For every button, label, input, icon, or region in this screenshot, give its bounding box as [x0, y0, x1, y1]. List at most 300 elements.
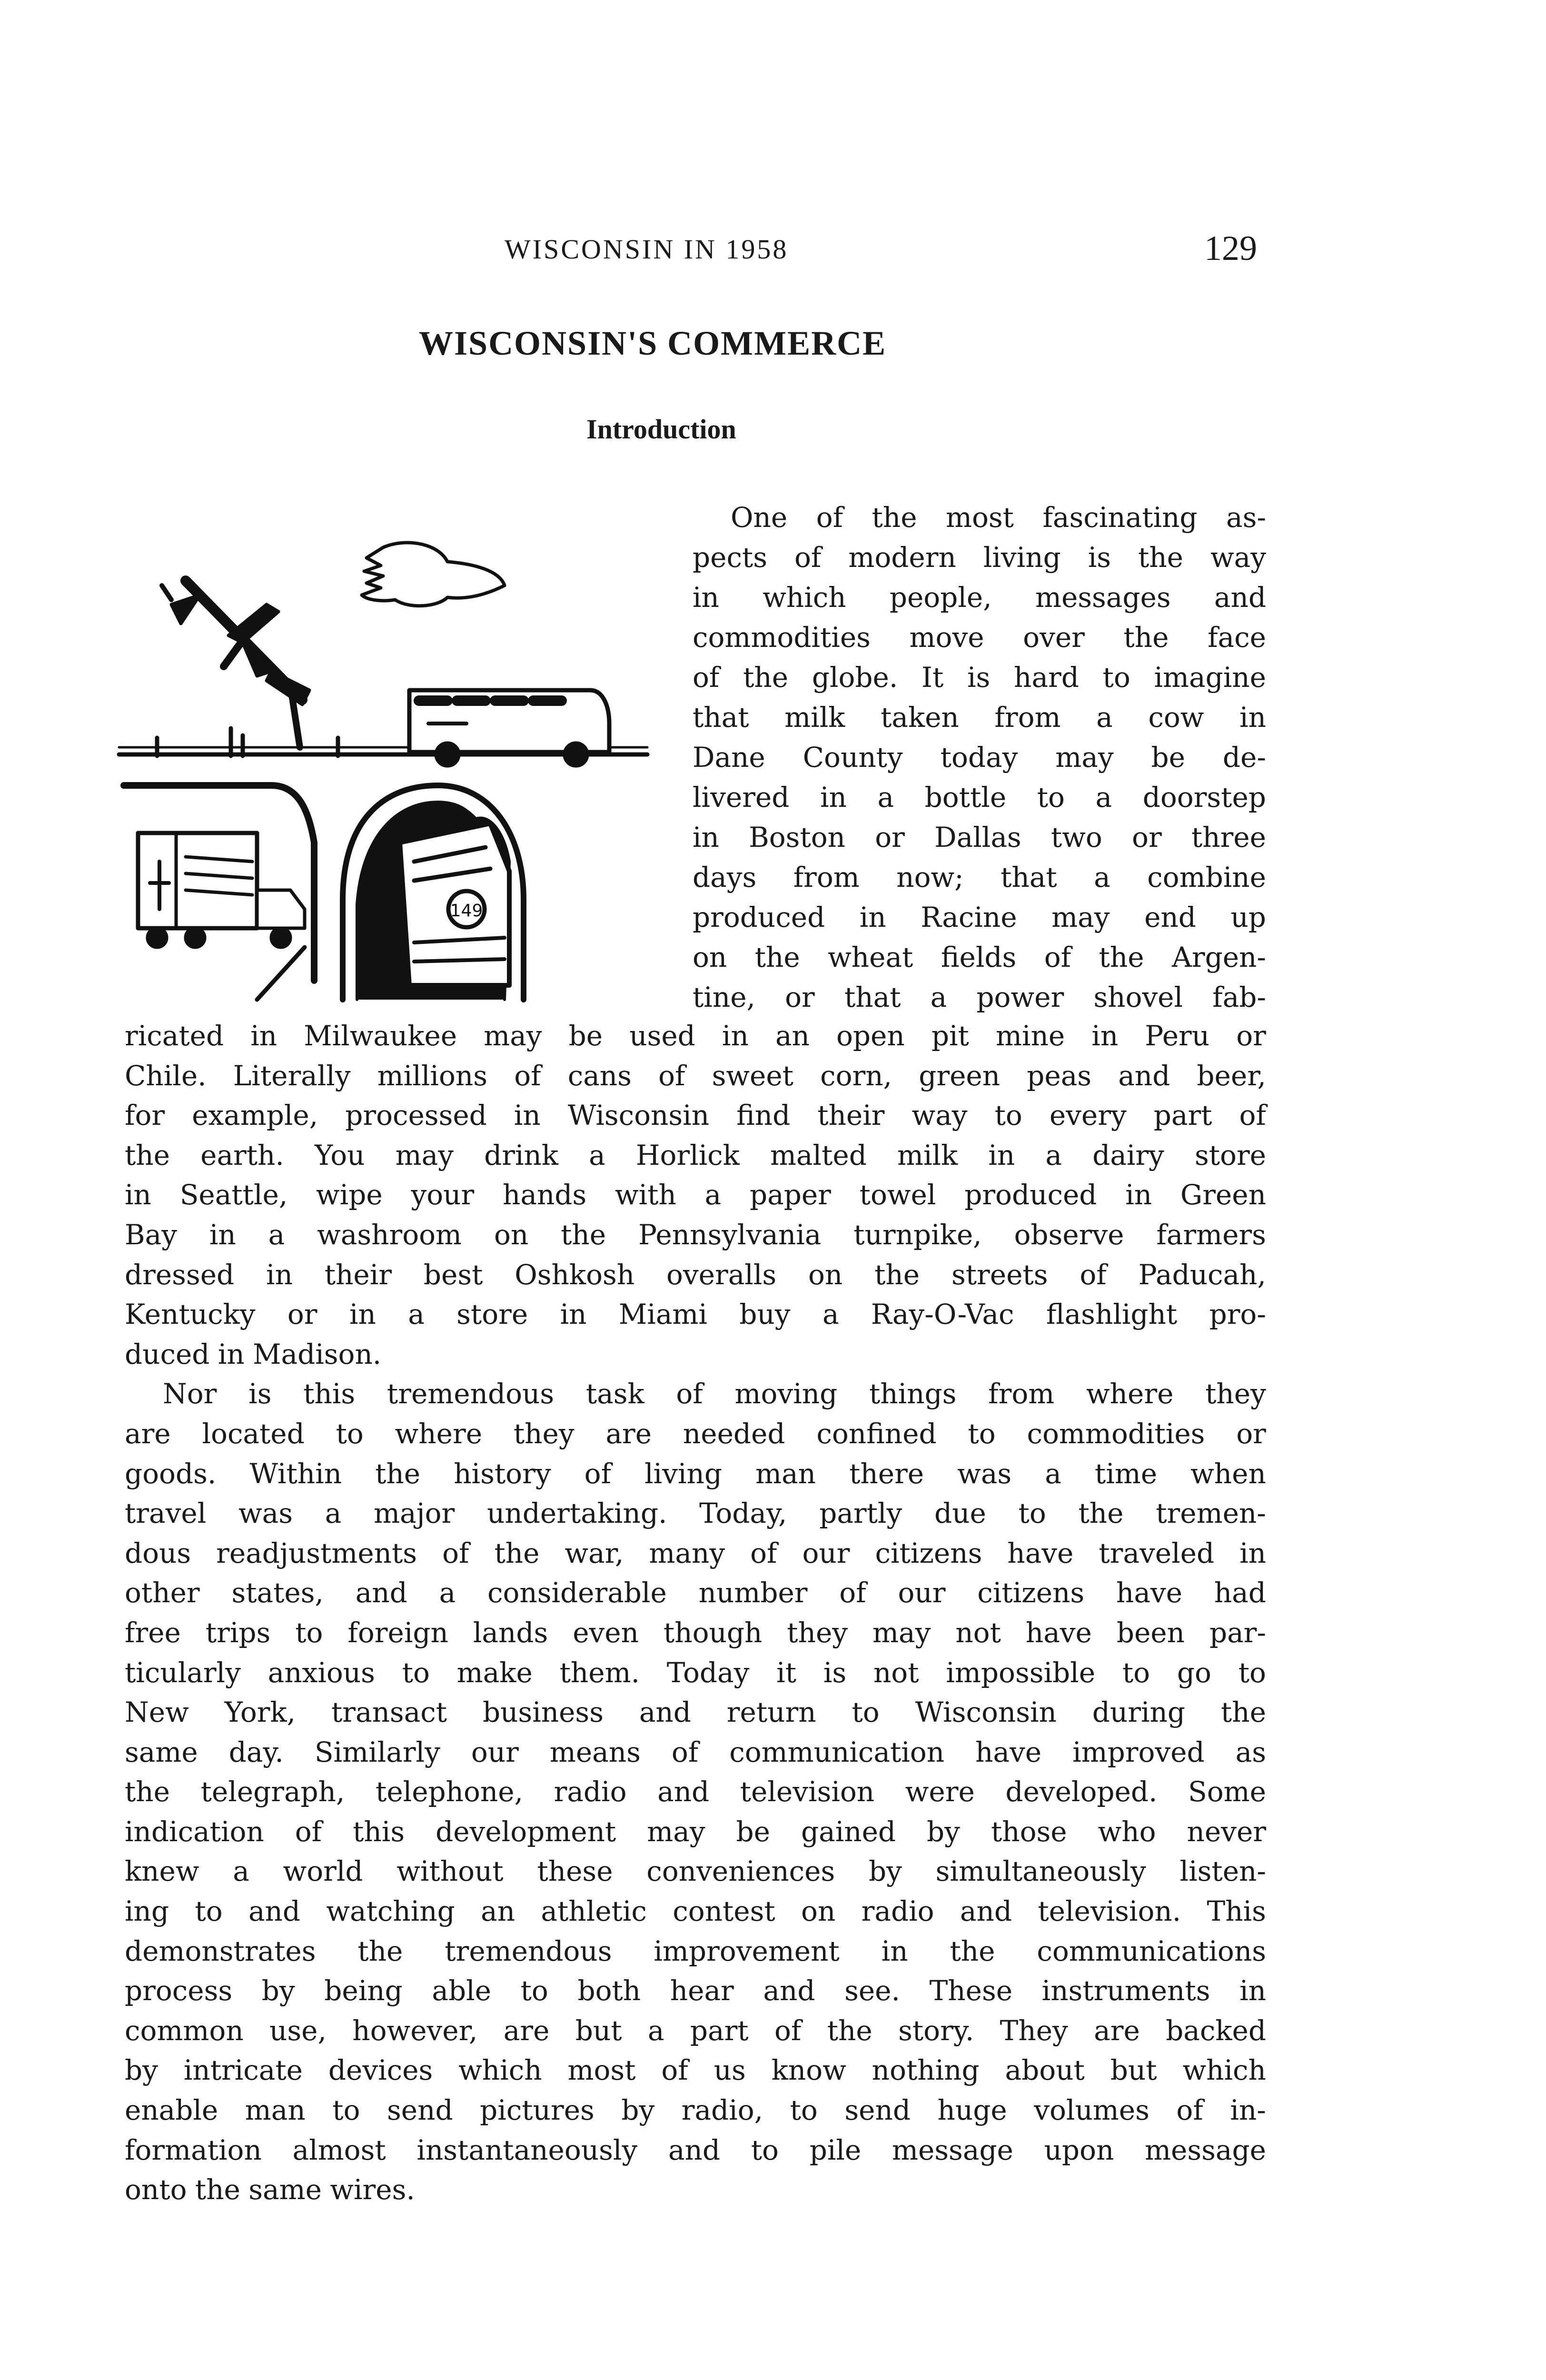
word: to [295, 1616, 323, 1649]
word: Wisconsin [915, 1696, 1057, 1729]
word: the [1078, 1497, 1124, 1530]
word: improved [1072, 1735, 1205, 1768]
word: a [1094, 861, 1110, 893]
word: It [922, 661, 944, 694]
word: in- [1230, 2094, 1266, 2127]
word: many [649, 1537, 725, 1569]
word: these [537, 1855, 613, 1888]
text-line [693, 817, 1266, 857]
word: overalls [666, 1258, 777, 1291]
word: may [872, 1616, 931, 1649]
word: York, [224, 1696, 296, 1729]
word: milk [897, 1139, 958, 1171]
word: way [912, 1099, 968, 1132]
word: a [930, 981, 947, 1013]
word: and [355, 1577, 407, 1609]
wrapped-paragraph-lines [693, 497, 1266, 1017]
word: from [988, 1378, 1055, 1410]
word: where [1086, 1378, 1174, 1410]
word: see. [844, 1974, 900, 2007]
word: to [1238, 1656, 1266, 1689]
word: by [869, 1855, 902, 1888]
word: the [872, 501, 917, 534]
word: part [1153, 1099, 1212, 1132]
word: same [248, 2173, 322, 2206]
word: to [332, 2094, 360, 2127]
text-line [125, 1573, 1266, 1613]
word: messages [1035, 581, 1171, 614]
word: in [881, 1934, 908, 1967]
word: volumes [1034, 2094, 1150, 2127]
word: during [1092, 1696, 1186, 1729]
word: they [787, 1616, 848, 1649]
word: or [785, 981, 815, 1013]
word: or [1132, 821, 1162, 853]
word: a [704, 1179, 722, 1211]
word: trips [205, 1616, 271, 1649]
word: in [209, 1218, 236, 1251]
word: paper [750, 1179, 831, 1211]
word: buy [739, 1298, 791, 1331]
word: television [740, 1775, 875, 1808]
word: flashlight [1046, 1298, 1178, 1331]
word: had [1214, 1577, 1266, 1609]
text-line [125, 1494, 1266, 1534]
word: day. [228, 1735, 284, 1768]
word: not [955, 1616, 1001, 1649]
word: have [1025, 1616, 1092, 1649]
word: moving [734, 1378, 838, 1410]
word: of [295, 1815, 322, 1848]
word: the [125, 1139, 170, 1171]
word: of [676, 1378, 703, 1410]
word: upon [1044, 2133, 1114, 2166]
word: peas [1027, 1059, 1092, 1092]
word: lands [473, 1616, 548, 1649]
word: observe [1014, 1218, 1124, 1251]
word: may [395, 1139, 454, 1171]
word: know [771, 2054, 846, 2087]
word: as- [1226, 501, 1266, 534]
word: which [763, 581, 846, 614]
text-line [125, 1892, 1266, 1932]
word: par- [1209, 1616, 1266, 1649]
word: anxious [268, 1656, 375, 1689]
text-line [693, 537, 1266, 577]
word: You [314, 1139, 365, 1171]
word: of [658, 1059, 685, 1092]
word: de- [1222, 741, 1266, 774]
word: a [439, 1577, 456, 1609]
word: by [125, 2054, 158, 2087]
word: to [790, 2094, 818, 2127]
word: fab- [1212, 981, 1266, 1013]
word: Paducah, [1138, 1258, 1266, 1291]
word: store [456, 1298, 528, 1331]
word: malted [770, 1139, 867, 1171]
word: Peru [1145, 1020, 1210, 1052]
word: instantaneously [416, 2133, 638, 2166]
word: to [402, 1656, 430, 1689]
word: is [823, 1656, 847, 1689]
word: there [849, 1457, 924, 1490]
word: have [1116, 1577, 1183, 1609]
word: from [994, 701, 1061, 734]
word: pects [693, 541, 768, 574]
word: foreign [347, 1616, 448, 1649]
word: due [934, 1497, 986, 1530]
word: beer, [1197, 1059, 1266, 1092]
word: in [125, 1179, 151, 1211]
word: of [693, 661, 720, 694]
word: pro- [1209, 1298, 1266, 1331]
text-line [125, 1812, 1266, 1852]
word: imagine [1154, 661, 1266, 694]
word: face [1208, 621, 1266, 654]
page-number: 129 [1204, 229, 1257, 268]
airplane-icon [162, 581, 309, 747]
text-line [693, 857, 1266, 897]
word: task [585, 1378, 644, 1410]
word: telephone, [376, 1775, 524, 1808]
train-icon [343, 785, 524, 1000]
word: with [614, 1179, 676, 1211]
word: free [125, 1616, 181, 1649]
word: earth. [200, 1139, 284, 1171]
word: or [287, 1298, 317, 1331]
word: part [690, 2014, 749, 2047]
word: the [1220, 1696, 1266, 1729]
word: from [793, 861, 860, 893]
word: a [822, 1298, 839, 1331]
word: example, [192, 1099, 318, 1132]
word: and [1118, 1059, 1170, 1092]
word: the [375, 1457, 421, 1490]
word: contest [673, 1895, 775, 1928]
word: ing [125, 1895, 169, 1928]
word: Oshkosh [515, 1258, 635, 1291]
word: been [1116, 1616, 1185, 1649]
word: to [1018, 1497, 1046, 1530]
word: commodities [1027, 1417, 1205, 1450]
word: developed. [1005, 1775, 1158, 1808]
word: and [668, 2133, 721, 2166]
word: who [1098, 1815, 1156, 1848]
word: undertaking. [487, 1497, 667, 1530]
word: processed [345, 1099, 487, 1132]
word: they [1205, 1378, 1266, 1410]
word: to [520, 1974, 548, 2007]
word: is [248, 1378, 272, 1410]
word: fields [941, 941, 1017, 973]
word: a [408, 1298, 425, 1331]
word: be [1151, 741, 1185, 774]
word: pile [809, 2133, 862, 2166]
word: of [661, 2054, 688, 2087]
word: tremendous [445, 1934, 612, 1967]
word: time [1094, 1457, 1158, 1490]
word: though [663, 1616, 763, 1649]
word: power [976, 981, 1064, 1013]
word: Dane [693, 741, 765, 774]
text-line [125, 1653, 1266, 1693]
text-line [125, 1016, 1266, 1056]
text-line [125, 1096, 1266, 1136]
word: send [844, 2094, 911, 2127]
word: of [442, 1537, 469, 1569]
word: and [657, 1775, 710, 1808]
word: Today [666, 1656, 750, 1689]
word: television. [1038, 1895, 1181, 1928]
word: as [1235, 1735, 1266, 1768]
word: to [1102, 661, 1130, 694]
word: our [802, 1537, 850, 1569]
word: citizens [875, 1537, 982, 1569]
word: most [567, 2054, 636, 2087]
word: a [1095, 781, 1112, 813]
word: traveled [1099, 1537, 1215, 1569]
word: and [639, 1696, 691, 1729]
word: watching [326, 1895, 455, 1928]
word: an [481, 1895, 515, 1928]
text-line [693, 737, 1266, 777]
word: Horlick [635, 1139, 740, 1171]
word: impossible [946, 1656, 1096, 1689]
word: now; [896, 861, 964, 893]
word: history [454, 1457, 551, 1490]
word: process [125, 1974, 233, 2007]
word: simultaneously [935, 1855, 1146, 1888]
word: cow [1148, 701, 1204, 734]
word: produced [693, 901, 825, 933]
word: in [1239, 701, 1266, 734]
word: it [776, 1656, 797, 1689]
word: modern [848, 541, 956, 574]
word: globe. [812, 661, 898, 694]
word: days [693, 861, 757, 893]
word: every [1049, 1099, 1127, 1132]
word: Milwaukee [304, 1020, 457, 1052]
text-line [693, 657, 1266, 697]
word: to [1122, 1656, 1150, 1689]
word: living [983, 541, 1061, 574]
word: green [919, 1059, 1001, 1092]
word: nothing [872, 2054, 980, 2087]
word: tremendous [386, 1378, 555, 1410]
word: cans [567, 1059, 632, 1092]
word: may [1055, 741, 1114, 774]
word: farmers [1156, 1218, 1266, 1251]
word: dous [125, 1537, 191, 1569]
word: which [1182, 2054, 1266, 2087]
word: Today, [699, 1497, 787, 1530]
text-line [125, 1295, 1266, 1335]
word: a [1096, 701, 1113, 734]
word: on [494, 1218, 529, 1251]
word: be [568, 1020, 603, 1052]
word: needed [683, 1417, 785, 1450]
text-line [693, 497, 1266, 537]
word: Green [1180, 1179, 1266, 1211]
text-line [125, 1693, 1266, 1733]
word: Miami [618, 1298, 707, 1331]
body-paragraphs [125, 1016, 1266, 2210]
word: drink [484, 1139, 559, 1171]
word: streets [951, 1258, 1048, 1291]
word: find [736, 1099, 791, 1132]
word: are [605, 1417, 652, 1450]
word: in [820, 781, 847, 813]
word: partly [819, 1497, 902, 1530]
word: considerable [487, 1577, 667, 1609]
word: in [1125, 1179, 1152, 1211]
text-line [125, 1414, 1266, 1454]
word: They [1000, 2014, 1068, 2047]
word: the [1099, 941, 1144, 973]
word: enable [125, 2094, 218, 2127]
word: being [324, 1974, 403, 2007]
word: other [125, 1577, 200, 1609]
word: to [852, 1696, 880, 1729]
word: washroom [317, 1218, 462, 1251]
word: Some [1188, 1775, 1266, 1808]
word: us [714, 2054, 746, 2087]
word: means [549, 1735, 641, 1768]
word: New [125, 1696, 189, 1729]
word: or [1236, 1020, 1266, 1052]
word: have [1007, 1537, 1074, 1569]
word: to [751, 2133, 779, 2166]
word: in [722, 1020, 749, 1052]
word: however, [352, 2014, 478, 2047]
word: Chile. [125, 1059, 207, 1092]
truck-icon [124, 785, 314, 1000]
word: duced [125, 1338, 210, 1370]
word: corn, [820, 1059, 892, 1092]
word: dairy [1092, 1139, 1164, 1171]
word: in [266, 1258, 293, 1291]
section-title: Introduction [586, 414, 736, 445]
word: war, [565, 1537, 624, 1569]
word: Within [249, 1457, 342, 1490]
word: business [482, 1696, 604, 1729]
word: which [458, 2054, 542, 2087]
word: Literally [233, 1059, 351, 1092]
word: taken [881, 701, 959, 734]
word: in [218, 1338, 245, 1370]
word: may [1051, 901, 1110, 933]
word: backed [1166, 2014, 1266, 2047]
word: in [693, 581, 719, 614]
text-line [125, 1255, 1266, 1295]
word: were [905, 1775, 975, 1808]
word: world [283, 1855, 363, 1888]
word: same [125, 1735, 198, 1768]
word: Kentucky [125, 1298, 256, 1331]
word: of [1044, 941, 1071, 973]
word: over [1023, 621, 1085, 654]
word: of [774, 2014, 802, 2047]
word: send [387, 2094, 453, 2127]
word: was [238, 1497, 293, 1530]
word: in [349, 1298, 376, 1331]
word: that [1001, 861, 1057, 893]
word: Similarly [314, 1735, 440, 1768]
word: goods. [125, 1457, 217, 1490]
word: onto [125, 2173, 187, 2206]
word: to [1037, 781, 1065, 813]
word: Pennsylvania [638, 1218, 822, 1251]
word: used [629, 1020, 695, 1052]
word: is [1088, 541, 1111, 574]
word: the [125, 1775, 170, 1808]
word: commodities [693, 621, 871, 654]
word: livered [693, 781, 790, 813]
word: instruments [1041, 1974, 1210, 2007]
text-line [125, 1613, 1266, 1653]
text-line [693, 977, 1266, 1017]
word: end [1144, 901, 1196, 933]
word: travel [125, 1497, 207, 1530]
text-line [693, 897, 1266, 937]
word: Argen- [1171, 941, 1266, 973]
word: go [1177, 1656, 1211, 1689]
word: transact [331, 1696, 447, 1729]
word: of [816, 501, 843, 534]
text-line [125, 1335, 1266, 1375]
word: citizens [977, 1577, 1085, 1609]
train-badge-number: 149 [450, 901, 483, 921]
text-line [125, 1056, 1266, 1096]
word: Boston [749, 821, 846, 853]
word: things [869, 1378, 957, 1410]
word: confined [816, 1417, 937, 1450]
word: the [754, 941, 800, 973]
word: your [411, 1179, 475, 1211]
word: when [1190, 1457, 1266, 1490]
word: County [803, 741, 903, 774]
word: tremen- [1156, 1497, 1266, 1530]
word: Ray-O-Vac [871, 1298, 1014, 1331]
text-line [125, 1175, 1266, 1215]
word: in [1239, 1537, 1266, 1569]
word: where [395, 1417, 483, 1450]
word: have [975, 1735, 1042, 1768]
word: store [1194, 1139, 1266, 1171]
text-line [125, 1971, 1266, 2011]
word: the [195, 2173, 240, 2206]
word: are [125, 1417, 171, 1450]
word: a [233, 1855, 249, 1888]
word: are [503, 2014, 550, 2047]
word: common [125, 2014, 244, 2047]
word: two [1050, 821, 1102, 853]
word: man [245, 2094, 306, 2127]
word: located [202, 1417, 305, 1450]
word: indication [125, 1815, 264, 1848]
word: not [873, 1656, 919, 1689]
word: produced [964, 1179, 1097, 1211]
word: on [801, 1895, 836, 1928]
word: fascinating [1042, 501, 1198, 534]
word: man [755, 1457, 816, 1490]
word: or [875, 821, 905, 853]
word: telegraph, [200, 1775, 345, 1808]
word: three [1191, 821, 1266, 853]
word: best [423, 1258, 483, 1291]
word: in [693, 821, 719, 853]
word: message [1145, 2133, 1266, 2166]
